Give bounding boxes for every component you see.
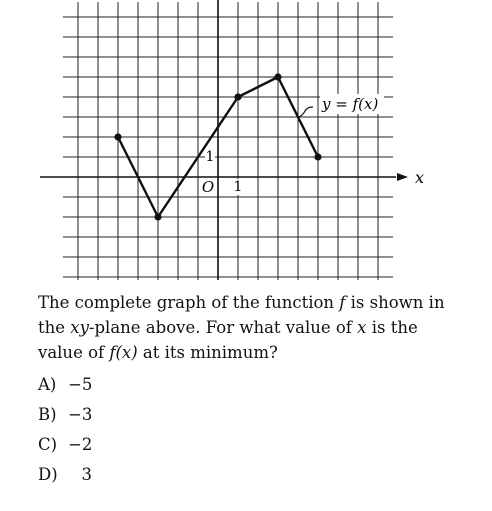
- function-vertex: [234, 93, 241, 100]
- function-label: y = f(x): [322, 95, 379, 113]
- function-label-leader: [299, 107, 313, 117]
- x-axis-label: x: [415, 168, 425, 187]
- function-vertex: [314, 153, 321, 160]
- origin-label: O: [201, 178, 215, 196]
- choice-d[interactable]: D) 3: [38, 465, 92, 484]
- question-text: The complete graph of the function f is shown in the xy-plane above. For what value of x is the value of f(x) at its minimum?: [38, 293, 445, 362]
- choice-c[interactable]: C) −2: [38, 435, 93, 454]
- function-vertex: [274, 73, 281, 80]
- function-vertex: [114, 133, 121, 140]
- choice-a[interactable]: A) −5: [38, 375, 93, 394]
- y-tick-label: 1: [205, 149, 215, 165]
- choice-b[interactable]: B) −3: [38, 405, 93, 424]
- function-vertex: [154, 213, 161, 220]
- x-tick-label: 1: [233, 179, 243, 195]
- grid: [63, 2, 393, 280]
- answer-choices: [38, 370, 92, 490]
- x-axis-arrow: [397, 173, 408, 181]
